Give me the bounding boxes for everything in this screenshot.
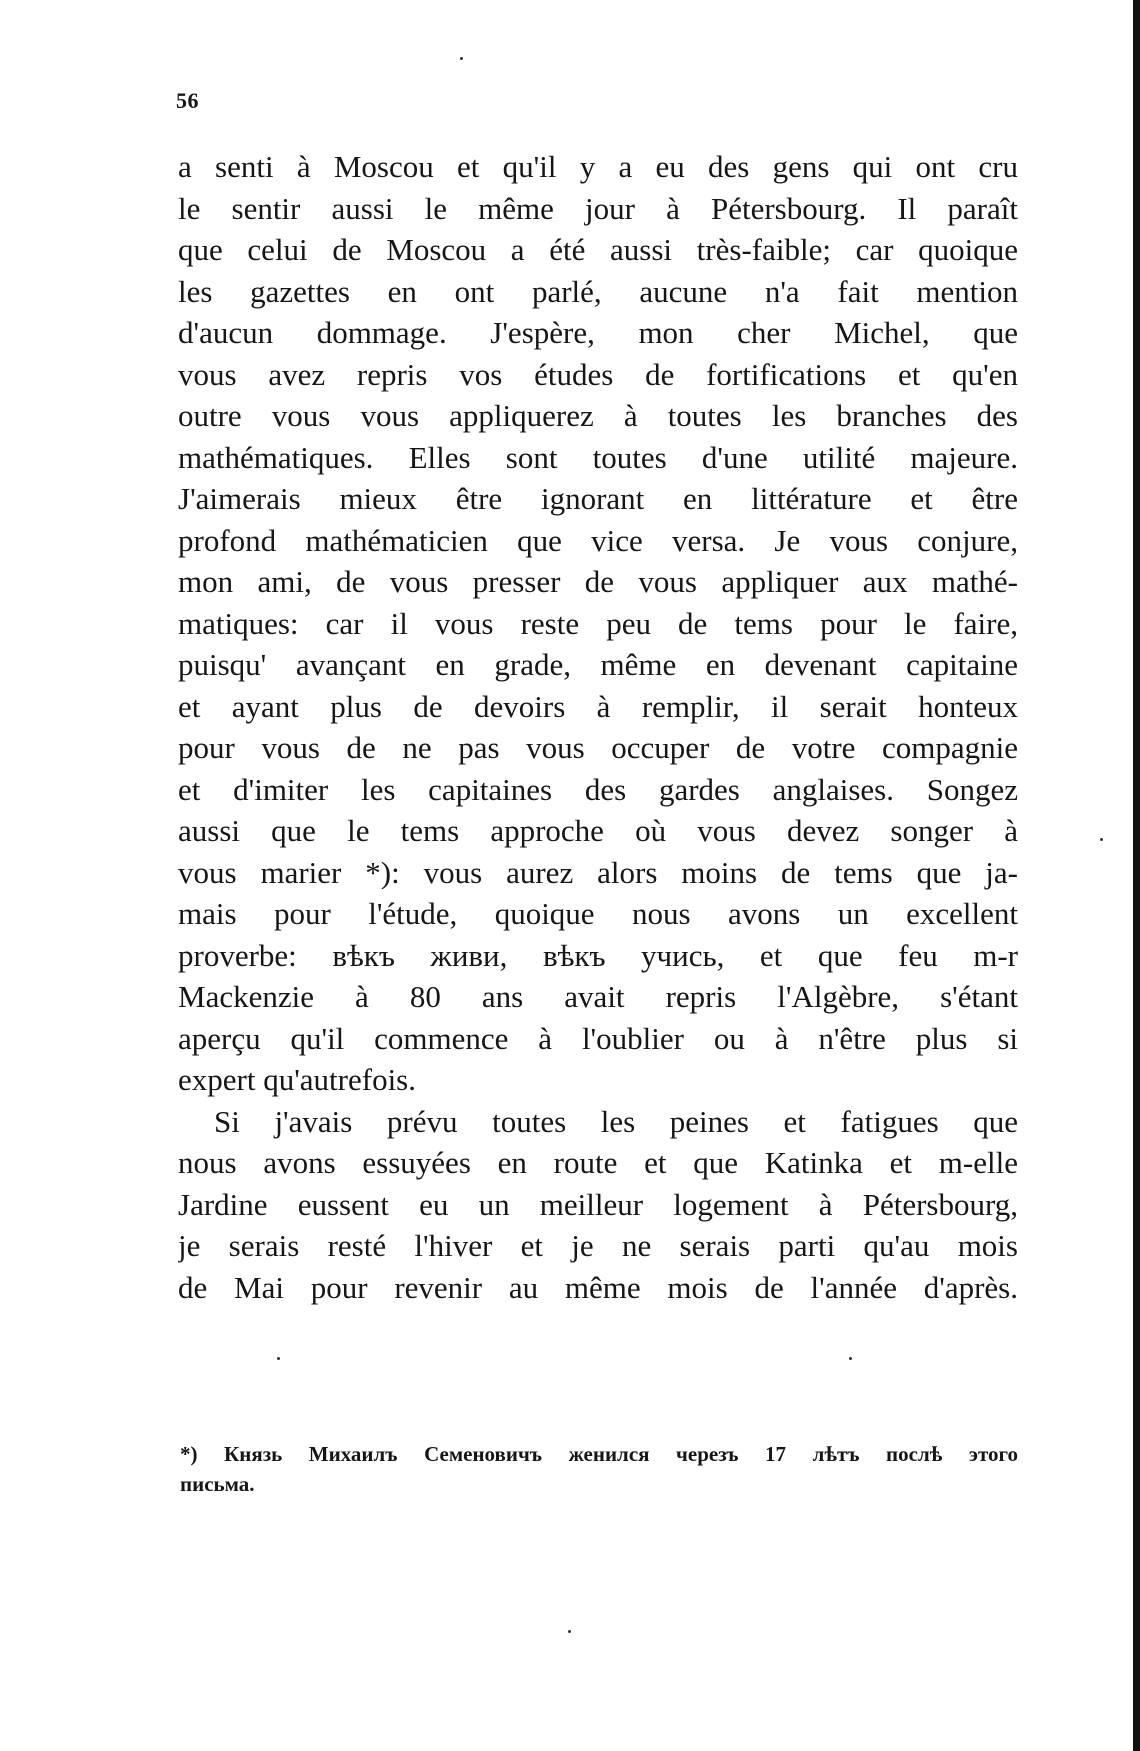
text-line: que celui de Moscou a été aussi très-faible; car quoique [178, 232, 1018, 267]
footnote-line: письма. [180, 1472, 255, 1496]
text-line: les gazettes en ont parlé, aucune n'a fait mention [178, 273, 1018, 309]
text-line: Mackenzie à 80 ans avait repris l'Algèbre, s'étant [178, 979, 1018, 1014]
text-line: nous avons essuyées en route et que Katinka et m-elle [178, 1145, 1018, 1180]
text-line: mathématiques. Elles sont toutes d'une utilité majeure. [178, 439, 1018, 475]
page-number: 56 [176, 88, 199, 113]
text-line: Jardine eussent eu un meilleur logement à Pétersbourg, [178, 1186, 1018, 1222]
text-line: J'aimerais mieux être ignorant en littérature et être [178, 481, 1018, 516]
scan-speck [277, 1357, 280, 1360]
text-line: outre vous vous appliquerez à toutes les branches des [178, 398, 1018, 433]
main-text [178, 146, 1018, 1308]
text-line: Si j'avais prévu toutes les peines et fatigues que [214, 1103, 1018, 1139]
page-edge-shadow [1133, 0, 1140, 1751]
text-line: expert qu'autrefois. [178, 1062, 416, 1097]
text-line: pour vous de ne pas vous occuper de votre compagnie [178, 730, 1018, 765]
text-line: proverbe: вѣкъ живи, вѣкъ учись, et que feu m-r [178, 937, 1018, 973]
text-line: mon ami, de vous presser de vous appliquer aux mathé- [178, 564, 1018, 599]
text-line: a senti à Moscou et qu'il y a eu des gens qui ont cru [178, 149, 1018, 184]
scan-speck [849, 1357, 852, 1360]
scan-speck [460, 57, 463, 60]
text-line: matiques: car il vous reste peu de tems pour le faire, [178, 605, 1018, 641]
text-line: aperçu qu'il commence à l'oublier ou à n'être plus si [178, 1020, 1018, 1056]
footnote-line: *) Князь Михаилъ Семеновичъ женился черезъ 17 лѣтъ послѣ этого [180, 1442, 1018, 1466]
scan-speck [1100, 838, 1103, 841]
text-line: le sentir aussi le même jour à Pétersbourg. Il paraît [178, 190, 1018, 226]
text-line: aussi que le tems approche où vous devez songer à [178, 813, 1018, 848]
text-line: profond mathématicien que vice versa. Je vous conjure, [178, 522, 1018, 558]
text-line: de Mai pour revenir au même mois de l'année d'après. [178, 1269, 1018, 1305]
scan-speck [568, 1630, 571, 1633]
text-line: mais pour l'étude, quoique nous avons un excellent [178, 896, 1018, 931]
footnote [180, 1439, 1018, 1499]
text-line: vous avez repris vos études de fortifications et qu'en [178, 356, 1018, 392]
text-line: vous marier *): vous aurez alors moins de tems que ja- [178, 854, 1018, 890]
text-line: je serais resté l'hiver et je ne serais parti qu'au mois [178, 1228, 1018, 1263]
text-line: d'aucun dommage. J'espère, mon cher Michel, que [178, 315, 1018, 350]
text-line: et ayant plus de devoirs à remplir, il serait honteux [178, 688, 1018, 724]
text-line: et d'imiter les capitaines des gardes anglaises. Songez [178, 771, 1018, 807]
text-line: puisqu' avançant en grade, même en devenant capitaine [178, 647, 1018, 682]
